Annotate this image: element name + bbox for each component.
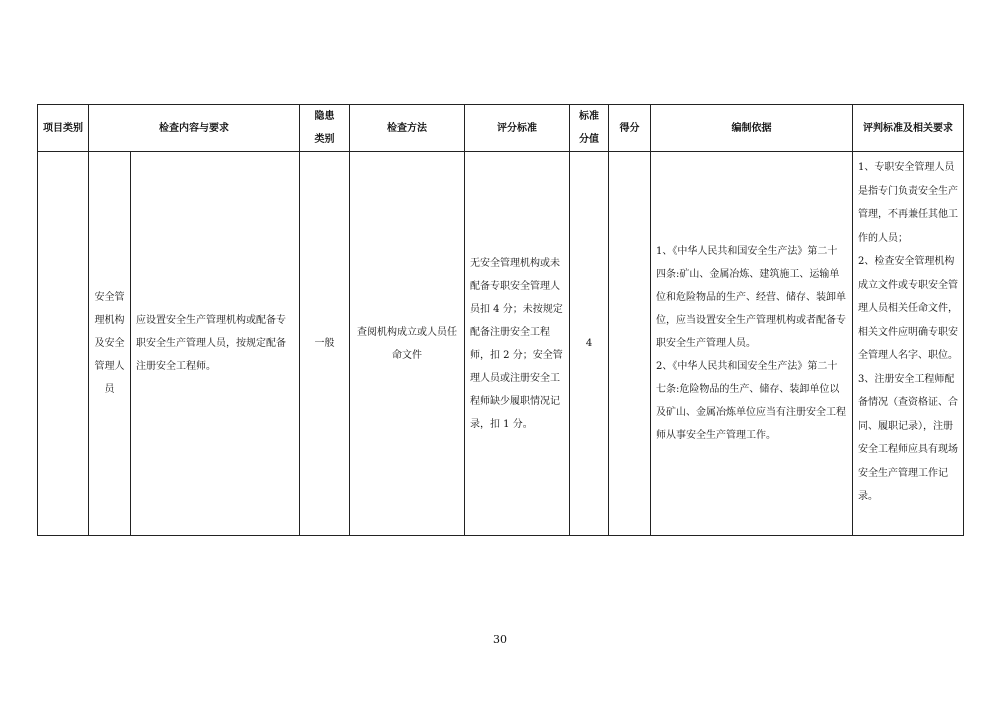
header-content: 检查内容与要求 <box>89 105 300 152</box>
header-hazard-type <box>300 105 350 152</box>
cell-criteria <box>853 152 964 536</box>
cell-basis <box>651 152 853 536</box>
cell-method-text: 查阅机构成立或人员任命文件 <box>357 326 457 361</box>
cell-criteria-text: 1、专职安全管理人员是指专门负责安全生产管理，不再兼任其他工作的人员； 2、检查安全管理机构成立文件或专职安全管理人员相关任命文件，相关文件应明确专职安全管理人名字、职位。 3、注册安全工程师配备情况（查资格证、合同、履职记录），注册安全工程师应具有现场安全生产管理工作记录。 <box>858 162 958 502</box>
cell-method <box>350 152 465 536</box>
header-basis: 编制依据 <box>651 105 853 152</box>
inspection-table <box>37 104 964 536</box>
header-criteria: 评判标准及相关要求 <box>853 105 964 152</box>
cell-scoring <box>465 152 570 536</box>
header-score-value-label: 标准分值 <box>579 111 599 145</box>
cell-score-value: 4 <box>570 152 609 536</box>
header-score: 得分 <box>609 105 651 152</box>
cell-scoring-text: 无安全管理机构或未配备专职安全管理人员扣 4 分；未按规定配备注册安全工程师，扣 2 分；安全管理人员或注册安全工程师缺少履职情况记录，扣 1 分。 <box>470 257 563 430</box>
cell-category <box>38 152 89 536</box>
cell-subcategory <box>89 152 131 536</box>
cell-subcategory-text: 安全管理机构及安全管理人员 <box>94 292 125 395</box>
cell-basis-text: 1、《中华人民共和国安全生产法》第二十四条:矿山、金属冶炼、建筑施工、运输单位和危险物品的生产、经营、储存、装卸单位，应当设置安全生产管理机构或者配备专职安全生产管理人员。 2、《中华人民共和国安全生产法》第二十七条:危险物品的生产、储存、装卸单位以及矿山、金属冶炼单位应当有注册安全工程师从事安全生产管理工作。 <box>656 246 846 441</box>
header-score-value <box>570 105 609 152</box>
cell-score <box>609 152 651 536</box>
header-scoring: 评分标准 <box>465 105 570 152</box>
header-hazard-type-label: 隐患类别 <box>314 111 335 145</box>
header-method: 检查方法 <box>350 105 465 152</box>
header-category: 项目类别 <box>38 105 89 152</box>
cell-content-text: 应设置安全生产管理机构或配备专职安全生产管理人员，按规定配备注册安全工程师。 <box>136 315 286 372</box>
table-header-row <box>38 105 964 152</box>
cell-hazard-type: 一般 <box>300 152 350 536</box>
cell-content <box>131 152 300 536</box>
page-number: 30 <box>493 633 507 646</box>
table-row <box>38 152 964 536</box>
